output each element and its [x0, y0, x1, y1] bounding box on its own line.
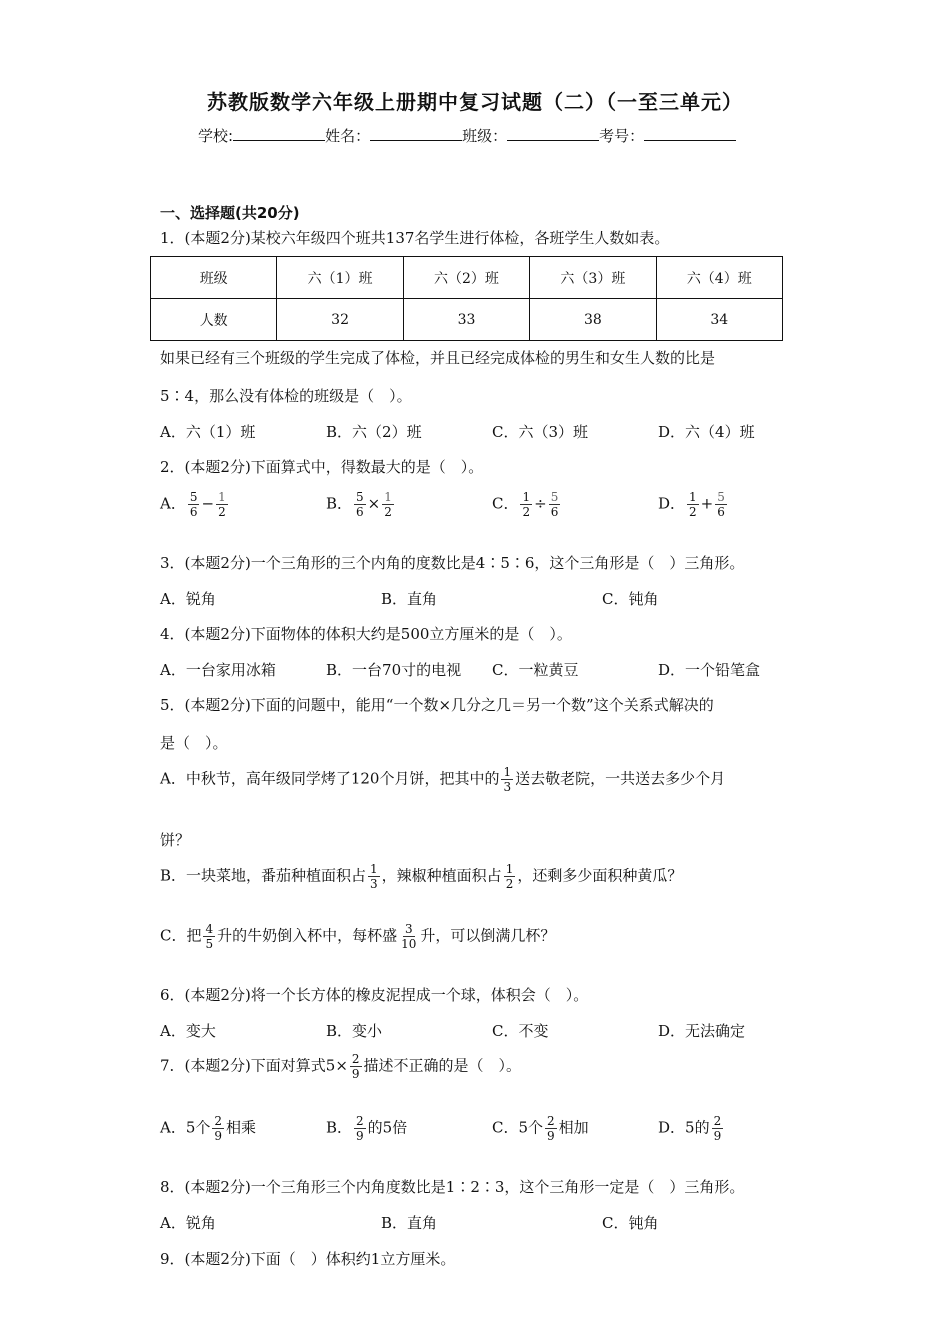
- q5-option-b[interactable]: [160, 862, 682, 891]
- table-cell: 六（3）班: [530, 257, 656, 299]
- option-text: A．中秋节，高年级同学烤了120个月饼，把其中的: [160, 769, 500, 788]
- table-cell: 人数: [151, 299, 277, 341]
- q6-option-b[interactable]: B．变小: [326, 1022, 383, 1040]
- exam-no-blank[interactable]: [644, 126, 736, 141]
- fraction: $\frac{1}{2}$: [384, 490, 392, 519]
- operator: ×: [367, 494, 381, 513]
- option-text: B．: [326, 1118, 353, 1137]
- operator: ÷: [534, 494, 547, 513]
- stem-text: 描述不正确的是（ ）。: [363, 1056, 522, 1075]
- q5-option-a-cont: 饼？: [160, 831, 191, 849]
- school-blank[interactable]: [233, 126, 325, 141]
- fraction: $\frac{3}{10}$: [401, 922, 417, 951]
- option-label: A．: [160, 494, 186, 513]
- fraction: $\frac{1}{2}$: [689, 490, 697, 519]
- q1-stem: 1．(本题2分)某校六年级四个班共137名学生进行体检，各班学生人数如表。: [160, 229, 670, 247]
- class-count-table: [150, 256, 783, 341]
- option-text: 相加: [558, 1118, 589, 1137]
- q4-option-a[interactable]: A．一台家用冰箱: [160, 661, 276, 679]
- fraction: $\frac{1}{2}$: [505, 862, 514, 891]
- q6-stem: 6．(本题2分)将一个长方体的橡皮泥捏成一个球，体积会（ ）。: [160, 986, 589, 1004]
- table-cell: 32: [277, 299, 403, 341]
- exam-no-label: 考号：: [599, 127, 645, 145]
- q3-stem: 3．(本题2分)一个三角形的三个内角的度数比是4∶5∶6，这个三角形是（ ）三角形。: [160, 554, 745, 572]
- q5-option-a[interactable]: [160, 765, 725, 794]
- fraction: $\frac{2}{9}$: [214, 1114, 223, 1143]
- option-text: 的5倍: [367, 1118, 408, 1137]
- fraction: $\frac{2}{9}$: [547, 1114, 555, 1143]
- fraction: $\frac{2}{9}$: [351, 1052, 360, 1081]
- table-cell: 六（4）班: [656, 257, 782, 299]
- table-cell: 六（2）班: [403, 257, 529, 299]
- q6-option-c[interactable]: C．不变: [492, 1022, 549, 1040]
- q7-stem: [160, 1052, 521, 1081]
- table-header-row: [151, 257, 783, 299]
- operator: −: [201, 494, 215, 513]
- school-label: 学校:: [198, 127, 234, 145]
- q1-option-c[interactable]: C．六（3）班: [492, 423, 589, 441]
- q1-option-a[interactable]: A．六（1）班: [160, 423, 256, 441]
- table-cell: 38: [530, 299, 656, 341]
- fraction: $\frac{1}{2}$: [218, 490, 226, 519]
- fraction: $\frac{5}{6}$: [356, 490, 364, 519]
- table-cell: 班级: [151, 257, 277, 299]
- q8-option-c[interactable]: C．钝角: [602, 1214, 659, 1232]
- q1-text-1: 如果已经有三个班级的学生完成了体检，并且已经完成体检的男生和女生人数的比是: [160, 349, 716, 367]
- fraction: $\frac{1}{3}$: [503, 765, 512, 794]
- table-row: [151, 299, 783, 341]
- option-text: C．5个: [492, 1118, 544, 1137]
- q3-option-c[interactable]: C．钝角: [602, 590, 659, 608]
- table-cell: 六（1）班: [277, 257, 403, 299]
- q2-stem: 2．(本题2分)下面算式中，得数最大的是（ ）。: [160, 458, 484, 476]
- table-cell: 34: [656, 299, 782, 341]
- option-label: D．: [658, 494, 686, 513]
- q8-stem: 8．(本题2分)一个三角形三个内角度数比是1∶2∶3，这个三角形一定是（ ）三角形。: [160, 1178, 745, 1196]
- q5-stem-2: 是（ ）。: [160, 734, 228, 752]
- name-label: 姓名：: [325, 127, 371, 145]
- option-text: C．把: [160, 926, 202, 945]
- fraction: $\frac{1}{3}$: [370, 862, 378, 891]
- page-title: 苏教版数学六年级上册期中复习试题（二）（一至三单元）: [207, 90, 743, 114]
- student-info-line: [198, 125, 736, 146]
- fraction: $\frac{5}{6}$: [550, 490, 559, 519]
- q7-option-d[interactable]: [658, 1114, 725, 1143]
- fraction: $\frac{4}{5}$: [205, 922, 214, 951]
- q7-option-b[interactable]: [326, 1114, 407, 1143]
- q2-option-a[interactable]: [160, 490, 230, 519]
- q8-option-b[interactable]: B．直角: [381, 1214, 438, 1232]
- class-label: 班级：: [462, 127, 508, 145]
- q4-option-b[interactable]: B．一台70寸的电视: [326, 661, 462, 679]
- fraction: $\frac{5}{6}$: [717, 490, 725, 519]
- option-text: D．5的: [658, 1118, 710, 1137]
- q9-stem: 9．(本题2分)下面（ ）体积约1立方厘米。: [160, 1250, 456, 1268]
- fraction: $\frac{1}{2}$: [522, 490, 531, 519]
- q2-option-b[interactable]: [326, 490, 396, 519]
- option-text: ，辣椒种植面积占: [381, 866, 502, 885]
- option-text: 相乘: [226, 1118, 257, 1137]
- q4-option-c[interactable]: C．一粒黄豆: [492, 661, 579, 679]
- table-cell: 33: [403, 299, 529, 341]
- option-text: B．一块菜地，番茄种植面积占: [160, 866, 367, 885]
- q2-option-c[interactable]: [492, 490, 562, 519]
- q6-option-a[interactable]: A．变大: [160, 1022, 216, 1040]
- class-blank[interactable]: [507, 126, 599, 141]
- option-label: C．: [492, 494, 519, 513]
- option-text: ，还剩多少面积种黄瓜？: [517, 866, 683, 885]
- fraction: $\frac{5}{6}$: [189, 490, 198, 519]
- option-text: 升，可以倒满几杯？: [420, 926, 556, 945]
- q4-stem: 4．(本题2分)下面物体的体积大约是500立方厘米的是（ ）。: [160, 625, 572, 643]
- fraction: $\frac{2}{9}$: [356, 1114, 364, 1143]
- q6-option-d[interactable]: D．无法确定: [658, 1022, 746, 1040]
- q4-option-d[interactable]: D．一个铅笔盒: [658, 661, 761, 679]
- q7-option-a[interactable]: [160, 1114, 256, 1143]
- fraction: $\frac{2}{9}$: [713, 1114, 722, 1143]
- option-text: 升的牛奶倒入杯中，每杯盛: [217, 926, 398, 945]
- q3-option-b[interactable]: B．直角: [381, 590, 438, 608]
- stem-text: 7．(本题2分)下面对算式5×: [160, 1056, 348, 1075]
- option-text: 送去敬老院，一共送去多少个月: [515, 769, 726, 788]
- section-heading: 一、选择题(共20分): [160, 204, 300, 222]
- option-label: B．: [326, 494, 353, 513]
- q1-text-2: 5∶4，那么没有体检的班级是（ ）。: [160, 387, 412, 405]
- q7-option-c[interactable]: [492, 1114, 589, 1143]
- q2-option-d[interactable]: [658, 490, 729, 519]
- option-text: A．5个: [160, 1118, 211, 1137]
- q3-option-a[interactable]: A．锐角: [160, 590, 216, 608]
- name-blank[interactable]: [370, 126, 462, 141]
- q8-option-a[interactable]: A．锐角: [160, 1214, 216, 1232]
- q5-stem-1: 5．(本题2分)下面的问题中，能用“一个数×几分之几＝另一个数”这个关系式解决的: [160, 696, 714, 714]
- q1-option-d[interactable]: D．六（4）班: [658, 423, 755, 441]
- q1-option-b[interactable]: B．六（2）班: [326, 423, 422, 441]
- q5-option-c[interactable]: [160, 922, 555, 951]
- operator: +: [700, 494, 714, 513]
